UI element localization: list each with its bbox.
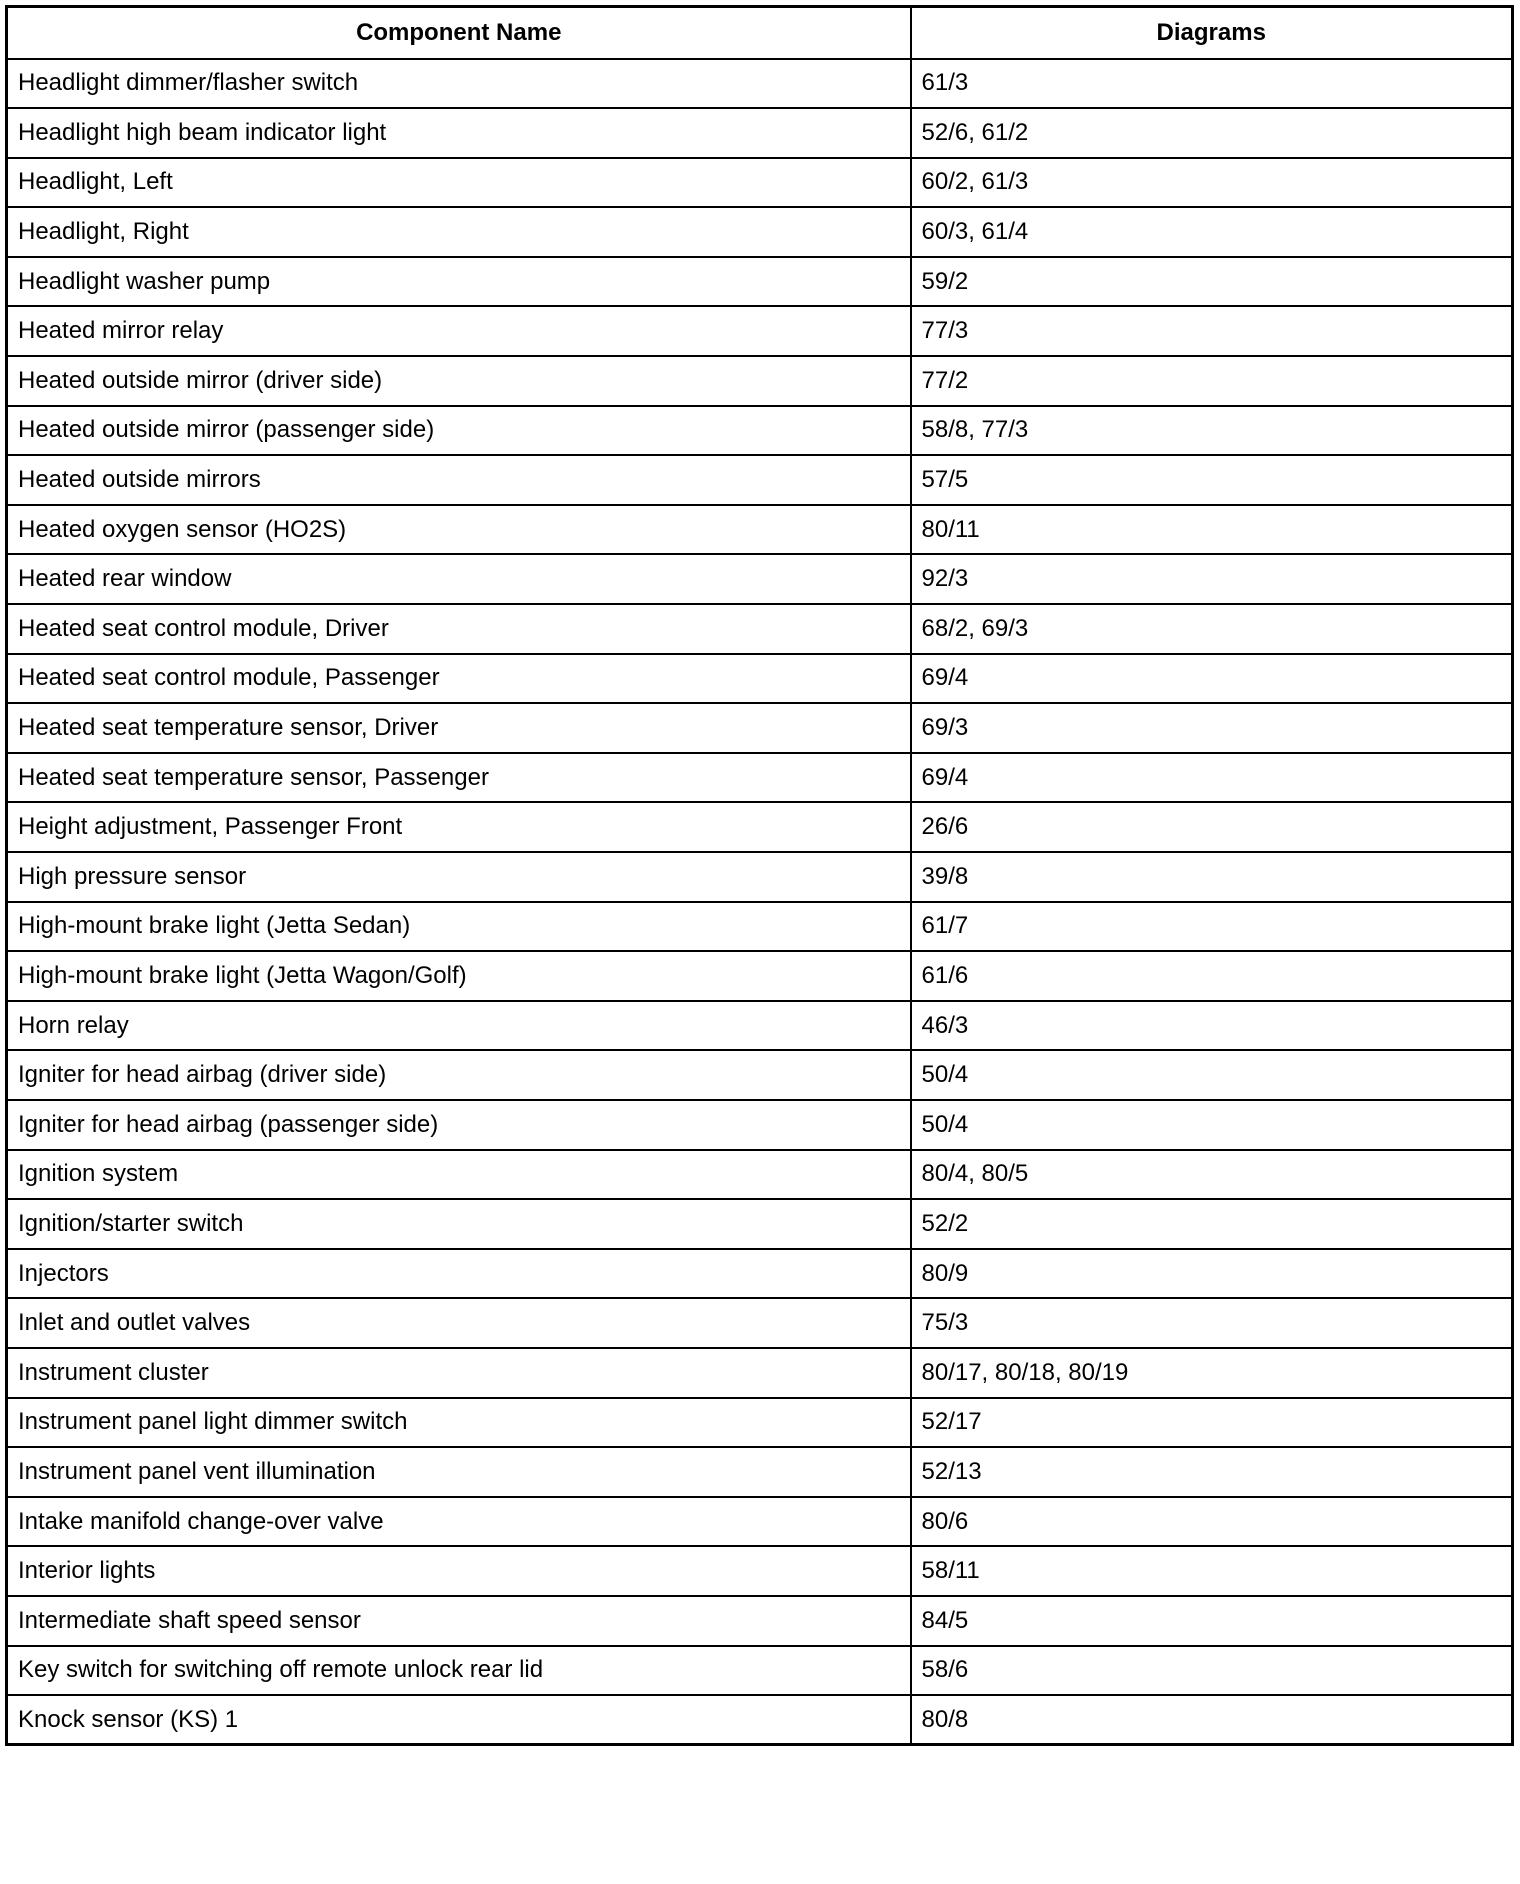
document-sheet: [5, 5, 1511, 1880]
component-name-cell: Heated oxygen sensor (HO2S): [7, 505, 911, 555]
table-row: [7, 108, 1513, 158]
component-name-cell: Knock sensor (KS) 1: [7, 1695, 911, 1745]
table-row: [7, 257, 1513, 307]
diagrams-cell: 84/5: [911, 1596, 1513, 1646]
component-name-cell: Instrument cluster: [7, 1348, 911, 1398]
diagrams-cell: 26/6: [911, 802, 1513, 852]
table-row: [7, 406, 1513, 456]
component-name-cell: Headlight dimmer/flasher switch: [7, 59, 911, 109]
diagrams-cell: 60/2, 61/3: [911, 158, 1513, 208]
column-header-component-name: Component Name: [7, 7, 911, 59]
table-row: [7, 753, 1513, 803]
table-row: [7, 158, 1513, 208]
table-row: [7, 59, 1513, 109]
diagrams-cell: 60/3, 61/4: [911, 207, 1513, 257]
component-name-cell: Intermediate shaft speed sensor: [7, 1596, 911, 1646]
diagrams-cell: 77/2: [911, 356, 1513, 406]
diagrams-cell: 50/4: [911, 1100, 1513, 1150]
header-row: [7, 7, 1513, 59]
table-row: [7, 654, 1513, 704]
table-row: [7, 951, 1513, 1001]
table-row: [7, 1150, 1513, 1200]
table-row: [7, 1100, 1513, 1150]
table-row: [7, 1298, 1513, 1348]
component-name-cell: High-mount brake light (Jetta Sedan): [7, 902, 911, 952]
component-name-cell: Heated seat temperature sensor, Passenger: [7, 753, 911, 803]
component-name-cell: High pressure sensor: [7, 852, 911, 902]
table-row: [7, 604, 1513, 654]
component-name-cell: Instrument panel light dimmer switch: [7, 1398, 911, 1448]
diagrams-cell: 68/2, 69/3: [911, 604, 1513, 654]
component-name-cell: Ignition/starter switch: [7, 1199, 911, 1249]
component-name-cell: Headlight, Right: [7, 207, 911, 257]
table-row: [7, 703, 1513, 753]
table-row: [7, 1646, 1513, 1696]
component-name-cell: Headlight high beam indicator light: [7, 108, 911, 158]
component-name-cell: Heated outside mirror (passenger side): [7, 406, 911, 456]
component-name-cell: Heated seat control module, Driver: [7, 604, 911, 654]
table-row: [7, 306, 1513, 356]
component-name-cell: Heated rear window: [7, 554, 911, 604]
table-row: [7, 902, 1513, 952]
component-name-cell: Injectors: [7, 1249, 911, 1299]
diagrams-cell: 61/7: [911, 902, 1513, 952]
diagrams-cell: 61/3: [911, 59, 1513, 109]
component-name-cell: Horn relay: [7, 1001, 911, 1051]
diagrams-cell: 39/8: [911, 852, 1513, 902]
diagrams-cell: 69/4: [911, 753, 1513, 803]
table-row: [7, 1050, 1513, 1100]
component-name-cell: Igniter for head airbag (passenger side): [7, 1100, 911, 1150]
table-row: [7, 1695, 1513, 1745]
component-name-cell: Instrument panel vent illumination: [7, 1447, 911, 1497]
diagrams-cell: 52/17: [911, 1398, 1513, 1448]
diagrams-cell: 50/4: [911, 1050, 1513, 1100]
table-row: [7, 554, 1513, 604]
diagrams-cell: 92/3: [911, 554, 1513, 604]
component-name-cell: Headlight, Left: [7, 158, 911, 208]
component-name-cell: Heated outside mirrors: [7, 455, 911, 505]
table-row: [7, 1447, 1513, 1497]
component-name-cell: Ignition system: [7, 1150, 911, 1200]
table-row: [7, 455, 1513, 505]
table-row: [7, 1199, 1513, 1249]
component-name-cell: Height adjustment, Passenger Front: [7, 802, 911, 852]
table-row: [7, 1497, 1513, 1547]
table-row: [7, 802, 1513, 852]
diagrams-cell: 58/11: [911, 1546, 1513, 1596]
component-name-cell: Key switch for switching off remote unlock rear lid: [7, 1646, 911, 1696]
table-row: [7, 1546, 1513, 1596]
component-name-cell: Inlet and outlet valves: [7, 1298, 911, 1348]
diagrams-cell: 80/6: [911, 1497, 1513, 1547]
component-name-cell: Heated seat control module, Passenger: [7, 654, 911, 704]
diagrams-cell: 80/8: [911, 1695, 1513, 1745]
diagrams-cell: 69/4: [911, 654, 1513, 704]
diagrams-cell: 58/8, 77/3: [911, 406, 1513, 456]
table-row: [7, 1249, 1513, 1299]
diagrams-cell: 46/3: [911, 1001, 1513, 1051]
component-name-cell: Interior lights: [7, 1546, 911, 1596]
table-row: [7, 1398, 1513, 1448]
diagrams-cell: 80/17, 80/18, 80/19: [911, 1348, 1513, 1398]
diagrams-cell: 52/2: [911, 1199, 1513, 1249]
diagrams-cell: 80/4, 80/5: [911, 1150, 1513, 1200]
component-index-table: [5, 5, 1514, 1746]
diagrams-cell: 61/6: [911, 951, 1513, 1001]
table-row: [7, 356, 1513, 406]
table-row: [7, 1348, 1513, 1398]
diagrams-cell: 80/11: [911, 505, 1513, 555]
component-name-cell: Intake manifold change-over valve: [7, 1497, 911, 1547]
table-row: [7, 207, 1513, 257]
diagrams-cell: 58/6: [911, 1646, 1513, 1696]
table-body: [7, 59, 1513, 1745]
diagrams-cell: 57/5: [911, 455, 1513, 505]
component-name-cell: Heated outside mirror (driver side): [7, 356, 911, 406]
component-name-cell: Headlight washer pump: [7, 257, 911, 307]
component-name-cell: High-mount brake light (Jetta Wagon/Golf): [7, 951, 911, 1001]
diagrams-cell: 52/13: [911, 1447, 1513, 1497]
table-row: [7, 1001, 1513, 1051]
table-row: [7, 505, 1513, 555]
table-header: [7, 7, 1513, 59]
column-header-diagrams: Diagrams: [911, 7, 1513, 59]
diagrams-cell: 52/6, 61/2: [911, 108, 1513, 158]
table-row: [7, 852, 1513, 902]
component-name-cell: Igniter for head airbag (driver side): [7, 1050, 911, 1100]
table-row: [7, 1596, 1513, 1646]
component-name-cell: Heated mirror relay: [7, 306, 911, 356]
component-name-cell: Heated seat temperature sensor, Driver: [7, 703, 911, 753]
diagrams-cell: 80/9: [911, 1249, 1513, 1299]
diagrams-cell: 69/3: [911, 703, 1513, 753]
diagrams-cell: 77/3: [911, 306, 1513, 356]
diagrams-cell: 59/2: [911, 257, 1513, 307]
diagrams-cell: 75/3: [911, 1298, 1513, 1348]
